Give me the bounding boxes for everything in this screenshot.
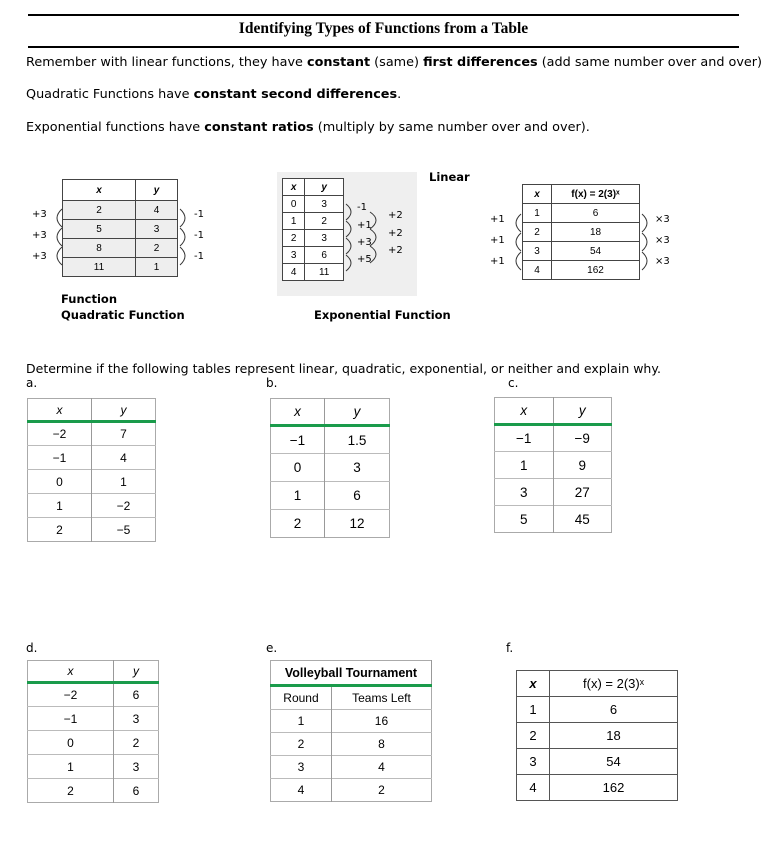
- first-difference: +3: [357, 237, 372, 248]
- table-caption: Volleyball Tournament: [271, 661, 432, 686]
- problem-label-c: c.: [508, 376, 519, 390]
- left-arrows-1: [50, 205, 64, 275]
- cell: 2: [28, 518, 92, 542]
- cell: 6: [324, 482, 389, 510]
- cell: −1: [495, 425, 554, 452]
- note-linear: [26, 55, 762, 70]
- cell: 27: [553, 479, 612, 506]
- cell: 0: [283, 196, 305, 213]
- cell: 3: [135, 220, 177, 239]
- problem-table-d: [27, 660, 159, 803]
- note-text: (add same number over and over): [537, 55, 762, 70]
- header-x: x: [28, 399, 92, 422]
- second-difference: +2: [388, 228, 403, 239]
- diff-annotation: +3: [32, 251, 47, 262]
- note-text: (same): [370, 55, 424, 70]
- cell: 2: [113, 731, 158, 755]
- cell: 2: [28, 779, 114, 803]
- example-label-quadratic: Quadratic Function: [61, 308, 185, 322]
- header-y: y: [92, 399, 156, 422]
- cell: 1.5: [324, 426, 389, 454]
- cell: 12: [324, 510, 389, 538]
- cell: −9: [553, 425, 612, 452]
- note-text: (multiply by same number over and over).: [313, 120, 590, 135]
- cell: 162: [552, 261, 640, 280]
- cell: 3: [283, 247, 305, 264]
- header-x: x: [495, 398, 554, 425]
- cell: 11: [63, 258, 136, 277]
- cell: 6: [113, 683, 158, 707]
- note-bold: constant: [307, 55, 371, 70]
- example-table-2: [282, 178, 344, 281]
- diff-annotation: -1: [194, 209, 204, 220]
- cell: 1: [523, 204, 552, 223]
- cell: −1: [271, 426, 325, 454]
- cell: 2: [271, 733, 332, 756]
- cell: 3: [523, 242, 552, 261]
- cell: 4: [271, 779, 332, 802]
- diff-annotation: -1: [194, 230, 204, 241]
- cell: 2: [63, 201, 136, 220]
- cell: 1: [271, 482, 325, 510]
- problem-table-c: [494, 397, 612, 533]
- note-bold: first differences: [423, 55, 538, 70]
- header-x: x: [283, 179, 305, 196]
- note-text: Quadratic Functions have: [26, 87, 194, 102]
- cell: 16: [331, 710, 431, 733]
- cell: −2: [28, 422, 92, 446]
- header-y: y: [324, 399, 389, 426]
- note-bold: constant second differences: [193, 87, 398, 102]
- cell: 2: [331, 779, 431, 802]
- diff-annotation: +1: [490, 256, 505, 267]
- cell: 7: [92, 422, 156, 446]
- problem-table-a: [27, 398, 156, 542]
- cell: −1: [28, 707, 114, 731]
- note-text: Remember with linear functions, they have: [26, 55, 307, 70]
- cell: 1: [28, 494, 92, 518]
- cell: 1: [495, 452, 554, 479]
- header-fx: f(x) = 2(3)ˣ: [550, 671, 678, 697]
- cell: 54: [552, 242, 640, 261]
- page-title: Identifying Types of Functions from a Table: [28, 14, 739, 48]
- cell: 6: [305, 247, 344, 264]
- ratio-annotation: ×3: [655, 235, 670, 246]
- cell: 6: [113, 779, 158, 803]
- cell: 3: [495, 479, 554, 506]
- cell: 18: [552, 223, 640, 242]
- cell: −2: [28, 683, 114, 707]
- cell: 3: [113, 707, 158, 731]
- header-x: x: [28, 661, 114, 683]
- cell: 2: [523, 223, 552, 242]
- example-label-exponential: Exponential Function: [314, 308, 451, 322]
- example-label-linear: Linear: [429, 170, 470, 184]
- problem-label-d: d.: [26, 641, 38, 655]
- note-text: .: [397, 87, 402, 102]
- cell: 2: [283, 230, 305, 247]
- first-difference: +1: [357, 220, 372, 231]
- cell: 5: [63, 220, 136, 239]
- cell: 162: [550, 775, 678, 801]
- first-difference: -1: [357, 202, 367, 213]
- problem-label-e: e.: [266, 641, 278, 655]
- cell: 3: [305, 230, 344, 247]
- cell: 4: [283, 264, 305, 281]
- cell: 0: [271, 454, 325, 482]
- second-difference: +2: [388, 210, 403, 221]
- cell: 1: [92, 470, 156, 494]
- cell: 8: [331, 733, 431, 756]
- problem-label-a: a.: [26, 376, 38, 390]
- cell: 1: [271, 710, 332, 733]
- cell: 9: [553, 452, 612, 479]
- problem-label-f: f.: [506, 641, 514, 655]
- header-x: x: [271, 399, 325, 426]
- cell: 11: [305, 264, 344, 281]
- cell: 6: [552, 204, 640, 223]
- note-quadratic: [26, 87, 401, 102]
- header-x: x: [517, 671, 550, 697]
- diff-annotation: -1: [194, 251, 204, 262]
- header-y: y: [135, 180, 177, 201]
- diff-annotation: +3: [32, 209, 47, 220]
- cell: 8: [63, 239, 136, 258]
- cell: 1: [517, 697, 550, 723]
- cell: 54: [550, 749, 678, 775]
- cell: 3: [324, 454, 389, 482]
- header-teams-left: Teams Left: [352, 691, 411, 705]
- header-round: Round: [271, 686, 332, 710]
- problem-table-f: [516, 670, 678, 801]
- example-table-1: [62, 179, 178, 277]
- diff-annotation: +1: [490, 214, 505, 225]
- problem-label-b: b.: [266, 376, 278, 390]
- cell: 2: [305, 213, 344, 230]
- cell: 5: [495, 506, 554, 533]
- problem-table-e: [270, 660, 432, 802]
- cell: 4: [331, 756, 431, 779]
- cell: 4: [92, 446, 156, 470]
- note-text: Exponential functions have: [26, 120, 205, 135]
- right-arrows-1: [178, 205, 192, 275]
- cell: 3: [271, 756, 332, 779]
- example-table-3: [522, 184, 640, 280]
- cell: 3: [305, 196, 344, 213]
- cell: 1: [283, 213, 305, 230]
- right-arrows-3: [640, 210, 654, 280]
- cell: −2: [92, 494, 156, 518]
- header-fx: f(x) = 2(3)ˣ: [552, 185, 640, 204]
- cell: 4: [523, 261, 552, 280]
- note-exponential: [26, 120, 590, 135]
- cell: 1: [28, 755, 114, 779]
- diff-annotation: +1: [490, 235, 505, 246]
- cell: 2: [135, 239, 177, 258]
- cell: 6: [550, 697, 678, 723]
- cell: 0: [28, 470, 92, 494]
- ratio-annotation: ×3: [655, 214, 670, 225]
- instruction-text: Determine if the following tables represent linear, quadratic, exponential, or neither and explain why.: [26, 361, 661, 376]
- note-bold: constant ratios: [204, 120, 314, 135]
- second-difference: +2: [388, 245, 403, 256]
- cell: 1: [135, 258, 177, 277]
- cell: 4: [517, 775, 550, 801]
- left-arrows-3: [509, 210, 523, 280]
- cell: 18: [550, 723, 678, 749]
- header-y: y: [113, 661, 158, 683]
- problem-table-b: [270, 398, 390, 538]
- cell: 4: [135, 201, 177, 220]
- header-y: y: [553, 398, 612, 425]
- header-y: y: [305, 179, 344, 196]
- header-x: x: [523, 185, 552, 204]
- first-difference: +5: [357, 254, 372, 265]
- ratio-annotation: ×3: [655, 256, 670, 267]
- diff-annotation: +3: [32, 230, 47, 241]
- cell: −1: [28, 446, 92, 470]
- example-label-function: Function: [61, 292, 118, 306]
- cell: 0: [28, 731, 114, 755]
- cell: 45: [553, 506, 612, 533]
- cell: 2: [271, 510, 325, 538]
- cell: 2: [517, 723, 550, 749]
- cell: 3: [113, 755, 158, 779]
- header-x: x: [63, 180, 136, 201]
- cell: 3: [517, 749, 550, 775]
- cell: −5: [92, 518, 156, 542]
